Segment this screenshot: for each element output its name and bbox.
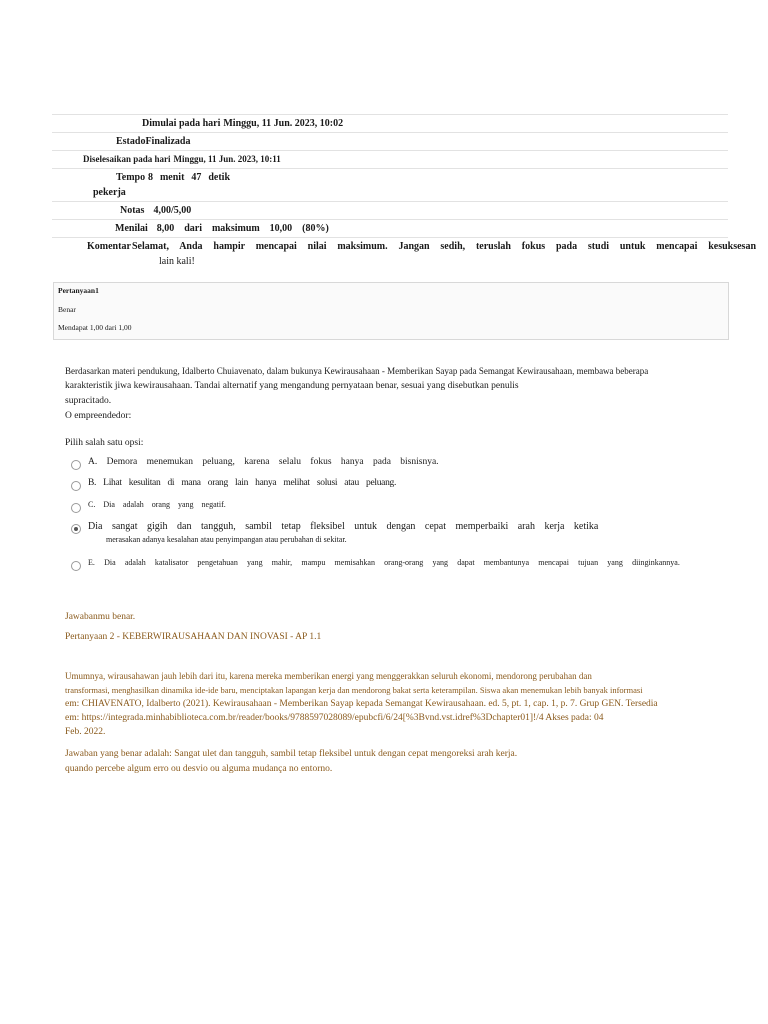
- question-line-1: Berdasarkan materi pendukung, Idalberto Chuiavenato, dalam bukunya Kewirausahaan - Memberikan Sayap pada Semangat Kewirausahaan, membawa beberapa: [65, 366, 649, 376]
- comment-label: Komentar: [87, 241, 131, 252]
- question-info-box: [53, 282, 729, 340]
- option-c-label: C. Dia adalah orang yang negatif.: [88, 500, 226, 509]
- marks-value: 4,00/5,00: [153, 205, 192, 216]
- option-d-label-cont: merasakan adanya kesalahan atau penyimpangan atau perubahan di sekitar.: [106, 535, 347, 544]
- summary-row-grade: [52, 219, 728, 237]
- feedback-line-2: transformasi, menghasilkan dinamika ide-ide baru, menciptakan lapangan kerja dan mendorong bakat serta keterampilan. Siswa akan menemukan lebih banyak informasi: [65, 685, 643, 695]
- feedback-title: Pertanyaan 2 - KEBERWIRAUSAHAAN DAN INOVASI - AP 1.1: [65, 632, 322, 642]
- started-value: Minggu, 11 Jun. 2023, 10:02: [223, 118, 344, 129]
- question-line-2: karakteristik jiwa kewirausahaan. Tandai alternatif yang mengandung pernyataan benar, sesuai yang disebutkan penulis: [65, 381, 519, 391]
- grade-value: 8,00 dari maksimum 10,00 (80%): [156, 223, 329, 234]
- feedback-line-4: em: https://integrada.minhabiblioteca.com.br/reader/books/9788597028089/epubcfi/6/24[%3Bvnd.vst.idref%3Dchapter01]!/4 Akses pada: 04: [65, 713, 604, 723]
- state-value: Finalizada: [145, 136, 191, 147]
- option-b-label: B. Lihat kesulitan di mana orang lain hanya melihat solusi atau peluang.: [88, 478, 397, 488]
- feedback-line-5: Feb. 2022.: [65, 727, 106, 737]
- summary-row-started: [52, 114, 728, 132]
- completed-value: Minggu, 11 Jun. 2023, 10:11: [173, 154, 281, 164]
- option-a[interactable]: [71, 457, 439, 470]
- comment-value-cont: lain kali!: [159, 256, 195, 267]
- feedback-line-1: Umumnya, wirausahawan jauh lebih dari itu, karena mereka memberikan energi yang menggerakkan seluruh ekonomi, mendorong perubahan dan: [65, 671, 592, 681]
- option-c-radio[interactable]: [71, 503, 81, 513]
- question-line-3: supracitado.: [65, 396, 112, 406]
- time-label-cont: pekerja: [93, 187, 126, 198]
- summary-row-marks: [52, 201, 728, 219]
- marks-label: Notas: [120, 205, 145, 216]
- option-b[interactable]: [71, 478, 396, 491]
- question-prompt: Pilih salah satu opsi:: [65, 438, 144, 448]
- option-c[interactable]: [71, 500, 226, 513]
- correct-answer-line-2: quando percebe algum erro ou desvio ou alguma mudança no entorno.: [65, 764, 333, 774]
- question-status: Benar: [58, 305, 76, 314]
- option-e-radio[interactable]: [71, 561, 81, 571]
- question-line-4: O empreendedor:: [65, 411, 132, 421]
- option-d[interactable]: [71, 521, 598, 544]
- comment-value: Selamat, Anda hampir mencapai nilai maksimum. Jangan sedih, teruslah fokus pada studi untuk mencapai kesuksesan: [132, 241, 756, 252]
- correct-answer: [65, 747, 725, 776]
- option-b-radio[interactable]: [71, 481, 81, 491]
- option-e[interactable]: [71, 558, 680, 571]
- time-value: 8 menit 47 detik: [148, 172, 230, 183]
- option-a-radio[interactable]: [71, 460, 81, 470]
- question-mark: Mendapat 1,00 dari 1,00: [58, 323, 132, 332]
- option-d-radio[interactable]: [71, 524, 81, 534]
- correct-answer-line-1: Jawaban yang benar adalah: Sangat ulet dan tangguh, sambil tetap fleksibel untuk dengan cepat mengoreksi arah kerja.: [65, 749, 518, 759]
- state-label: Estado: [116, 136, 146, 147]
- completed-label: Diselesaikan pada hari: [83, 154, 171, 164]
- option-d-label: Dia sangat gigih dan tangguh, sambil tetap fleksibel untuk dengan cepat memperbaiki arah kerja ketika: [88, 521, 599, 532]
- time-label: Tempo: [116, 172, 146, 183]
- question-number: Pertanyaan1: [58, 286, 99, 295]
- feedback-paragraph: [65, 669, 725, 739]
- started-label: Dimulai pada hari: [142, 118, 221, 129]
- option-e-label: E. Dia adalah katalisator pengetahuan yang mahir, mampu memisahkan orang-orang yang dapat membantunya mencapai tujuan yang diinginkannya.: [88, 558, 680, 567]
- summary-row-state: [52, 132, 728, 150]
- summary-row-comment: [52, 237, 756, 270]
- question-text: [65, 364, 715, 451]
- summary-row-time: [52, 168, 728, 201]
- option-a-label: A. Demora menemukan peluang, karena selalu fokus hanya pada bisnisnya.: [88, 457, 439, 467]
- summary-row-completed: [52, 150, 728, 168]
- feedback-line-3: em: CHIAVENATO, Idalberto (2021). Kewirausahaan - Memberikan Sayap kepada Semangat Kewirausahaan. ed. 5, pt. 1, cap. 1, p. 7. Grup GEN. Tersedia: [65, 699, 658, 709]
- feedback-correct: Jawabanmu benar.: [65, 612, 136, 622]
- grade-label: Menilai: [115, 223, 148, 234]
- attempt-summary-table: [52, 114, 756, 270]
